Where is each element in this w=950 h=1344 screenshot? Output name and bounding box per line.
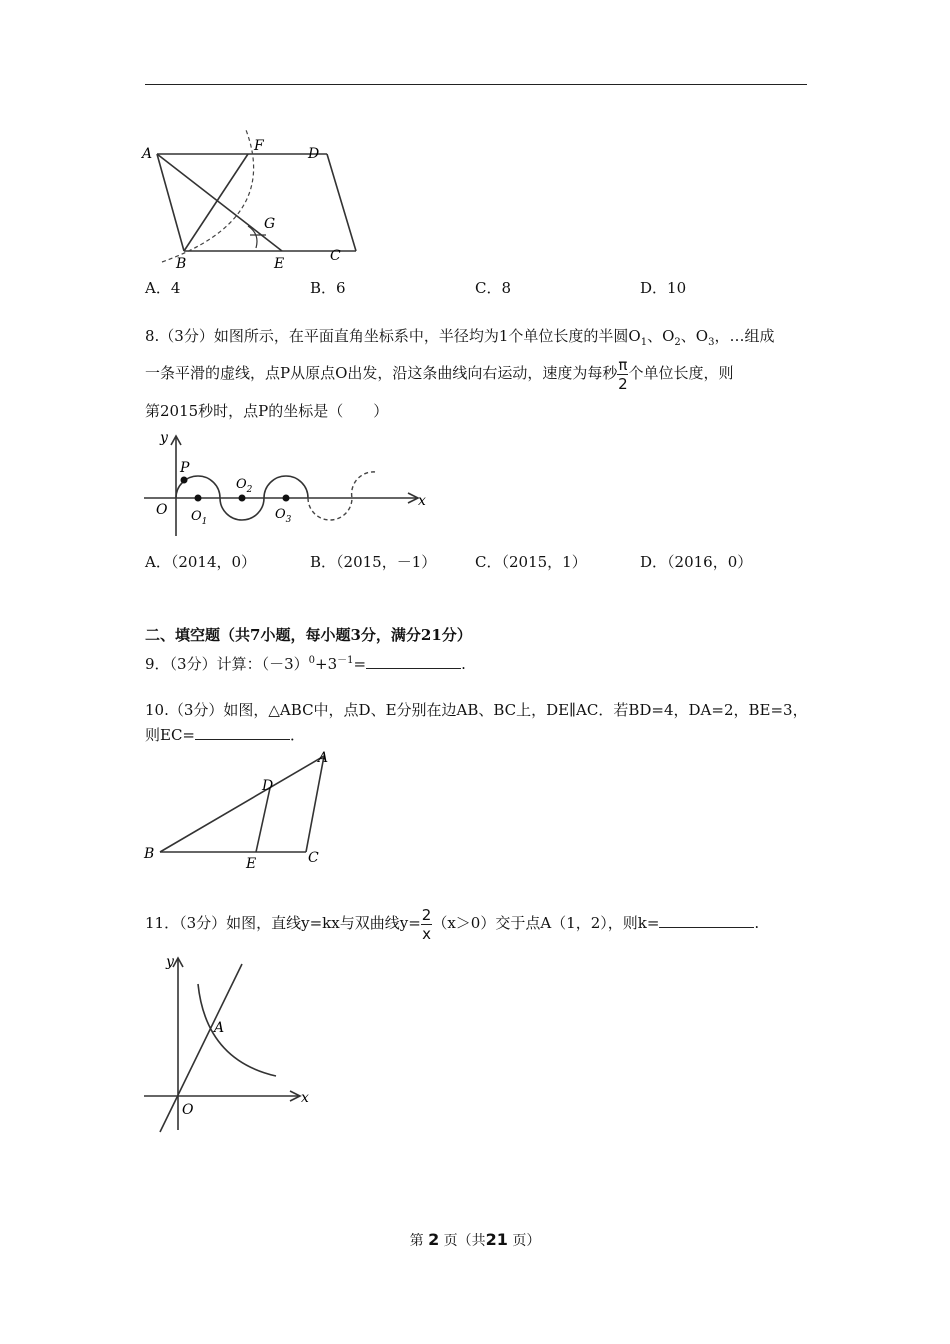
page-footer: 第 2 页（共21 页）: [409, 1230, 541, 1249]
q11-line-kx: [160, 964, 242, 1132]
q8-option-d: D．（2016，0）: [640, 553, 753, 571]
q8-label-x: x: [418, 493, 426, 509]
q7-arc: [162, 130, 254, 262]
q8-point-O1: [195, 495, 202, 502]
q10-figure: [138, 744, 338, 874]
q8-line-2: 一条平滑的虚线，点P从原点O出发，沿这条曲线向右运动，速度为每秒 $\frac{\pi}{2}$ 个单位长度，则: [145, 355, 734, 393]
q8-label-P: P: [180, 460, 190, 476]
q11-label-y: y: [166, 954, 174, 970]
q7-label-F: F: [254, 138, 264, 154]
q10-label-A: A: [318, 750, 329, 766]
q11-fraction: $\frac{2}{x}$: [421, 905, 432, 943]
q8-line-1: 8.（3分）如图所示，在平面直角坐标系中，半径均为1个单位长度的半圆$O_1$、$O_2$、$O_3$，…组成: [145, 327, 775, 348]
q8-option-c: C．（2015，1）: [475, 553, 587, 571]
q7-figure: [130, 120, 360, 275]
q8-point-P: [181, 477, 188, 484]
q10-label-B: B: [144, 846, 155, 862]
q10-label-E: E: [246, 856, 257, 872]
q7-label-A: A: [142, 146, 153, 162]
q10-answer-blank[interactable]: [195, 725, 290, 740]
q7-side-DC: [327, 154, 356, 251]
q7-option-a: A．4: [145, 279, 181, 297]
q11-label-O: O: [182, 1102, 194, 1118]
q8-label-y: y: [160, 430, 168, 446]
q7-label-E: E: [274, 256, 285, 272]
q10-segment-DE: [256, 788, 270, 852]
q8-label-O3: $O_3$: [275, 507, 292, 525]
q8-figure: [140, 428, 440, 540]
q8-line-3: 第2015秒时，点P的坐标是（ ）: [145, 402, 389, 420]
q7-label-C: C: [330, 248, 341, 264]
q8-label-O1: $O_1$: [191, 509, 208, 527]
q8-point-O2: [239, 495, 246, 502]
q8-option-a: A．（2014，0）: [145, 553, 257, 571]
q10-side-BA: [160, 756, 324, 852]
q8-label-O2: $O_2$: [236, 477, 253, 495]
q10-line-1: 10.（3分）如图，△ABC中，点D、E分别在边AB、BC上，DE∥AC．若BD=4，DA=2，BE=3，: [145, 701, 808, 719]
q11-figure: [138, 950, 328, 1135]
q8-point-O3: [283, 495, 290, 502]
q11-text: 11．（3分）如图，直线y=kx与双曲线y= $\frac{2}{x}$ （x＞0）交于点A（1，2），则k= .: [145, 905, 760, 943]
q7-label-B: B: [176, 256, 187, 272]
q8-fraction: $\frac{\pi}{2}$: [618, 355, 628, 393]
q7-label-G: G: [264, 216, 276, 232]
q10-label-D: D: [262, 778, 274, 794]
q7-side-BA: [157, 154, 184, 251]
q7-label-D: D: [308, 146, 320, 162]
q8-option-b: B．（2015，－1）: [310, 553, 437, 571]
q7-segment-BF: [184, 154, 248, 251]
q7-option-c: C．8: [475, 279, 512, 297]
header-rule: [145, 84, 807, 85]
q10-label-C: C: [308, 850, 319, 866]
section-heading: 二、填空题（共7小题，每小题3分，满分21分）: [145, 626, 472, 644]
q7-option-b: B．6: [310, 279, 346, 297]
q8-label-O: O: [156, 502, 168, 518]
q10-line-2: 则EC= ．: [145, 726, 306, 744]
q10-side-AC: [306, 756, 324, 852]
q8-dashed-curve: [308, 472, 376, 520]
q9-text: 9．（3分）计算：$(-3)^0+3^{-1}=$ .: [145, 655, 466, 673]
q11-answer-blank[interactable]: [659, 913, 754, 928]
q11-label-x: x: [301, 1090, 309, 1106]
q11-label-A: A: [214, 1020, 225, 1036]
q9-answer-blank[interactable]: [366, 654, 461, 669]
q7-segment-AE: [157, 154, 282, 251]
q7-option-d: D．10: [640, 279, 687, 297]
